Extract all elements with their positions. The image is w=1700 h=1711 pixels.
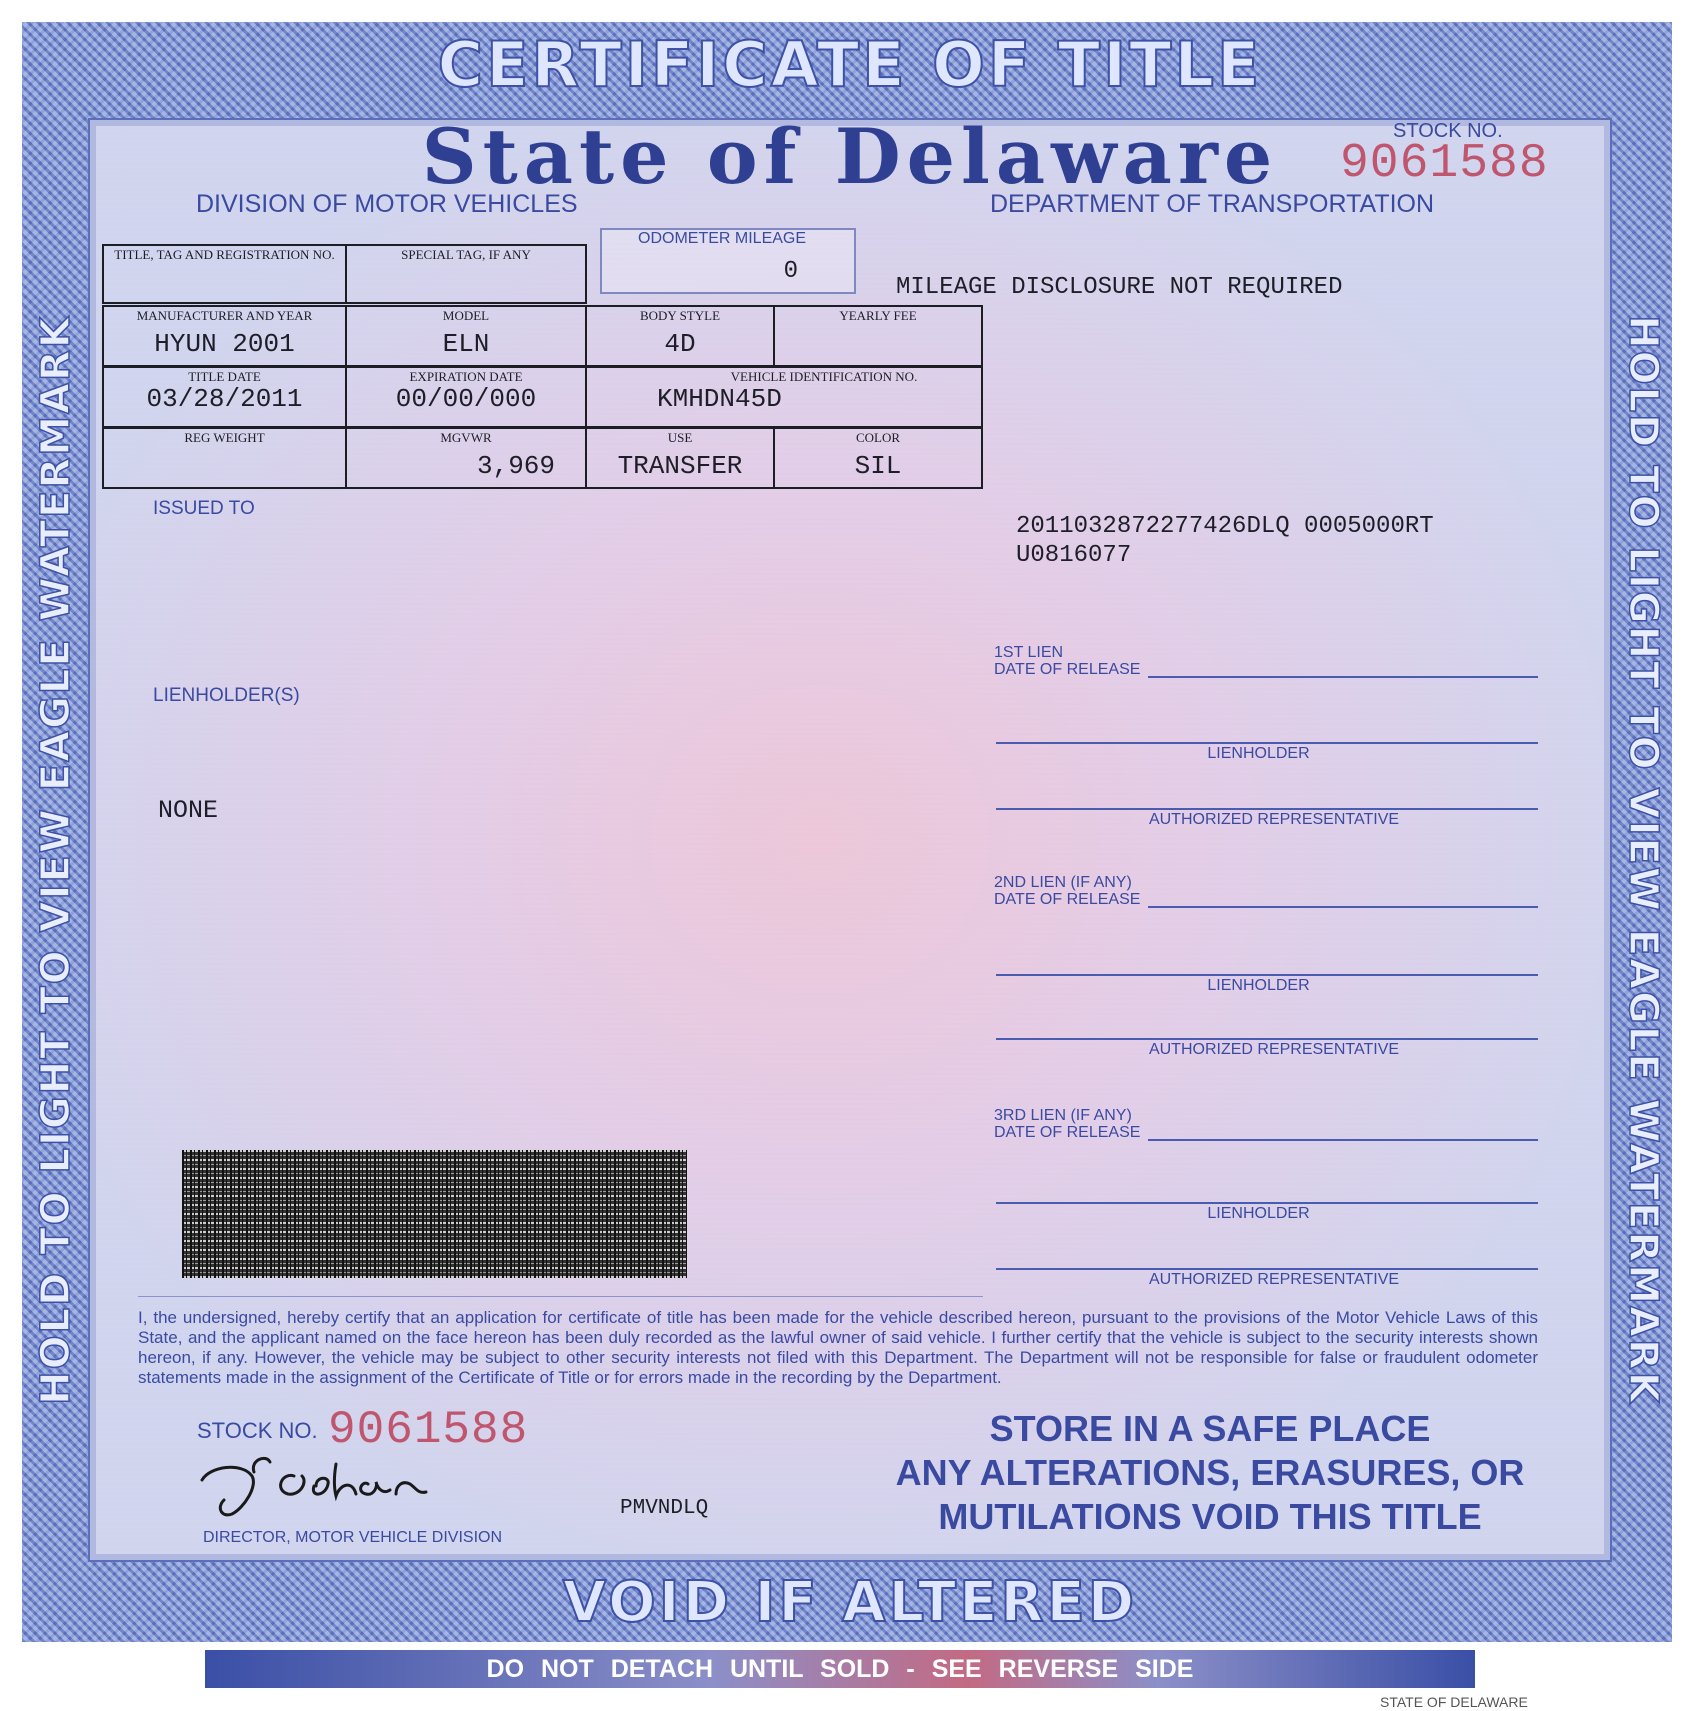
lien-1-lienholder-caption: LIENHOLDER [1207,745,1310,762]
stock-number: 9061588 [1340,137,1549,191]
void-notice: MUTILATIONS VOID THIS TITLE [938,1496,1482,1537]
make-year-label: MANUFACTURER AND YEAR [136,308,313,323]
make-year-cell [102,305,347,367]
special-tag-cell [345,244,587,304]
state-title: State of Delaware [421,112,1279,201]
lien-3-lienholder-line [996,1202,1538,1204]
lien-1-lienholder-line [996,742,1538,744]
alterations-notice: ANY ALTERATIONS, ERASURES, OR [895,1452,1525,1493]
body-style-cell [585,305,775,367]
pdf417-barcode [182,1150,687,1278]
lien-2-lienholder-line [996,974,1538,976]
lien-3-lienholder-caption: LIENHOLDER [1207,1205,1310,1222]
lienholders-label: LIENHOLDER(S) [153,685,300,706]
lienholders-value: NONE [158,796,219,825]
use-value: TRANSFER [617,451,743,481]
vin-label: VEHICLE IDENTIFICATION NO. [730,369,918,384]
odometer-value: 0 [783,258,798,285]
color-cell [773,427,983,489]
use-label: USE [667,430,693,445]
lien-1-release-line [1148,676,1538,678]
lien-1-rep-line [996,808,1538,810]
control-number-line1: 20110328722774​26DLQ 0005000RT [1016,513,1434,540]
mgvwr-value: 3,969 [476,451,555,481]
lien-3-release-line [1148,1139,1538,1141]
lien-1-release-label: DATE OF RELEASE [994,661,1141,678]
title-tag-cell [102,244,347,304]
control-number-line2: U0816077 [1016,542,1132,569]
lien-1-rep-caption: AUTHORIZED REPRESENTATIVE [1148,811,1400,828]
body-style-value: 4D [664,329,696,359]
model-label: MODEL [442,308,490,323]
make-year-value: HYUN 2001 [154,329,295,359]
lien-3-title: 3RD LIEN (IF ANY) [994,1107,1132,1124]
certification-statement: I, the undersigned, hereby certify that an application for certificate of title has been made for the vehicle described hereon, pursuant to the provisions of the Motor Vehicle Laws of this State, and the applicant named on the face hereon has been duly recorded as the lawful owner of said vehicle. I further certify that the vehicle is subject to the security interests shown hereon, if any. However, the vehicle may be subject to other security interests not filed with this Department. The Department will not be responsible for false or fraudulent odometer statements made in the assignment of the Certificate of Title or for errors made in the recording by the Department. [138,1308,1538,1387]
expiration-date-value: 00/00/000 [395,384,537,414]
expiration-date-cell [345,366,587,428]
lien-3-rep-line [996,1268,1538,1270]
mileage-disclosure: MILEAGE DISCLOSURE NOT REQUIRED [896,274,1343,301]
odometer-label: ODOMETER MILEAGE [638,230,807,247]
expiration-date-label: EXPIRATION DATE [409,369,523,384]
divider-line [138,1296,983,1297]
footer-stock-label: STOCK NO. [197,1418,318,1443]
vin-cell [585,366,983,428]
director-signature [196,1446,456,1527]
vin-value: KMHDN45D [657,384,782,414]
signature-graphic [196,1446,456,1522]
body-style-label: BODY STYLE [639,308,721,323]
lien-2-rep-caption: AUTHORIZED REPRESENTATIVE [1148,1041,1400,1058]
lien-2-release-label: DATE OF RELEASE [994,891,1141,908]
lien-2-title: 2ND LIEN (IF ANY) [994,874,1132,891]
director-title: DIRECTOR, MOTOR VEHICLE DIVISION [203,1529,503,1546]
lien-1-title: 1ST LIEN [994,644,1064,661]
footer-stock-number: 9061588 [328,1404,529,1456]
stock-label: STOCK NO. [1393,120,1503,142]
title-date-label: TITLE DATE [188,369,261,384]
color-value: SIL [854,451,902,481]
model-value: ELN [442,329,490,359]
reg-weight-cell [102,427,347,489]
watermark-instruction-right: HOLD TO LIGHT TO VIEW EAGLE WATERMARK [1620,315,1666,1405]
lien-3-release-label: DATE OF RELEASE [994,1124,1141,1141]
issued-to-label: ISSUED TO [153,498,255,519]
store-safe-notice: STORE IN A SAFE PLACE [989,1408,1431,1449]
state-footer-note: STATE OF DELAWARE [1380,1694,1528,1710]
mgvwr-label: MGVWR [440,430,492,445]
title-date-cell [102,366,347,428]
yearly-fee-cell [773,305,983,367]
use-cell [585,427,775,489]
lien-2-lienholder-caption: LIENHOLDER [1207,977,1310,994]
form-code: PMVNDLQ [620,1497,709,1520]
division-name: DIVISION OF MOTOR VEHICLES [196,190,578,218]
title-date-value: 03/28/2011 [146,384,303,414]
yearly-fee-label: YEARLY FEE [839,308,917,323]
department-name: DEPARTMENT OF TRANSPORTATION [990,190,1435,218]
lien-2-release-line [1148,906,1538,908]
model-cell [345,305,587,367]
title-tag-label: TITLE, TAG AND REGISTRATION NO. [114,247,335,262]
lien-2-rep-line [996,1038,1538,1040]
color-label: COLOR [855,430,901,445]
special-tag-label: SPECIAL TAG, IF ANY [401,247,531,262]
odometer-box [600,228,856,294]
watermark-instruction-left: HOLD TO LIGHT TO VIEW EAGLE WATERMARK [33,315,79,1405]
certificate-title: CERTIFICATE OF TITLE [437,28,1263,101]
mgvwr-cell [345,427,587,489]
void-if-altered-banner: VOID IF ALTERED [562,1570,1138,1635]
lien-3-rep-caption: AUTHORIZED REPRESENTATIVE [1148,1271,1400,1288]
detach-warning-strip: DO NOT DETACH UNTIL SOLD - SEE REVERSE SIDE [205,1650,1475,1688]
reg-weight-label: REG WEIGHT [184,430,265,445]
